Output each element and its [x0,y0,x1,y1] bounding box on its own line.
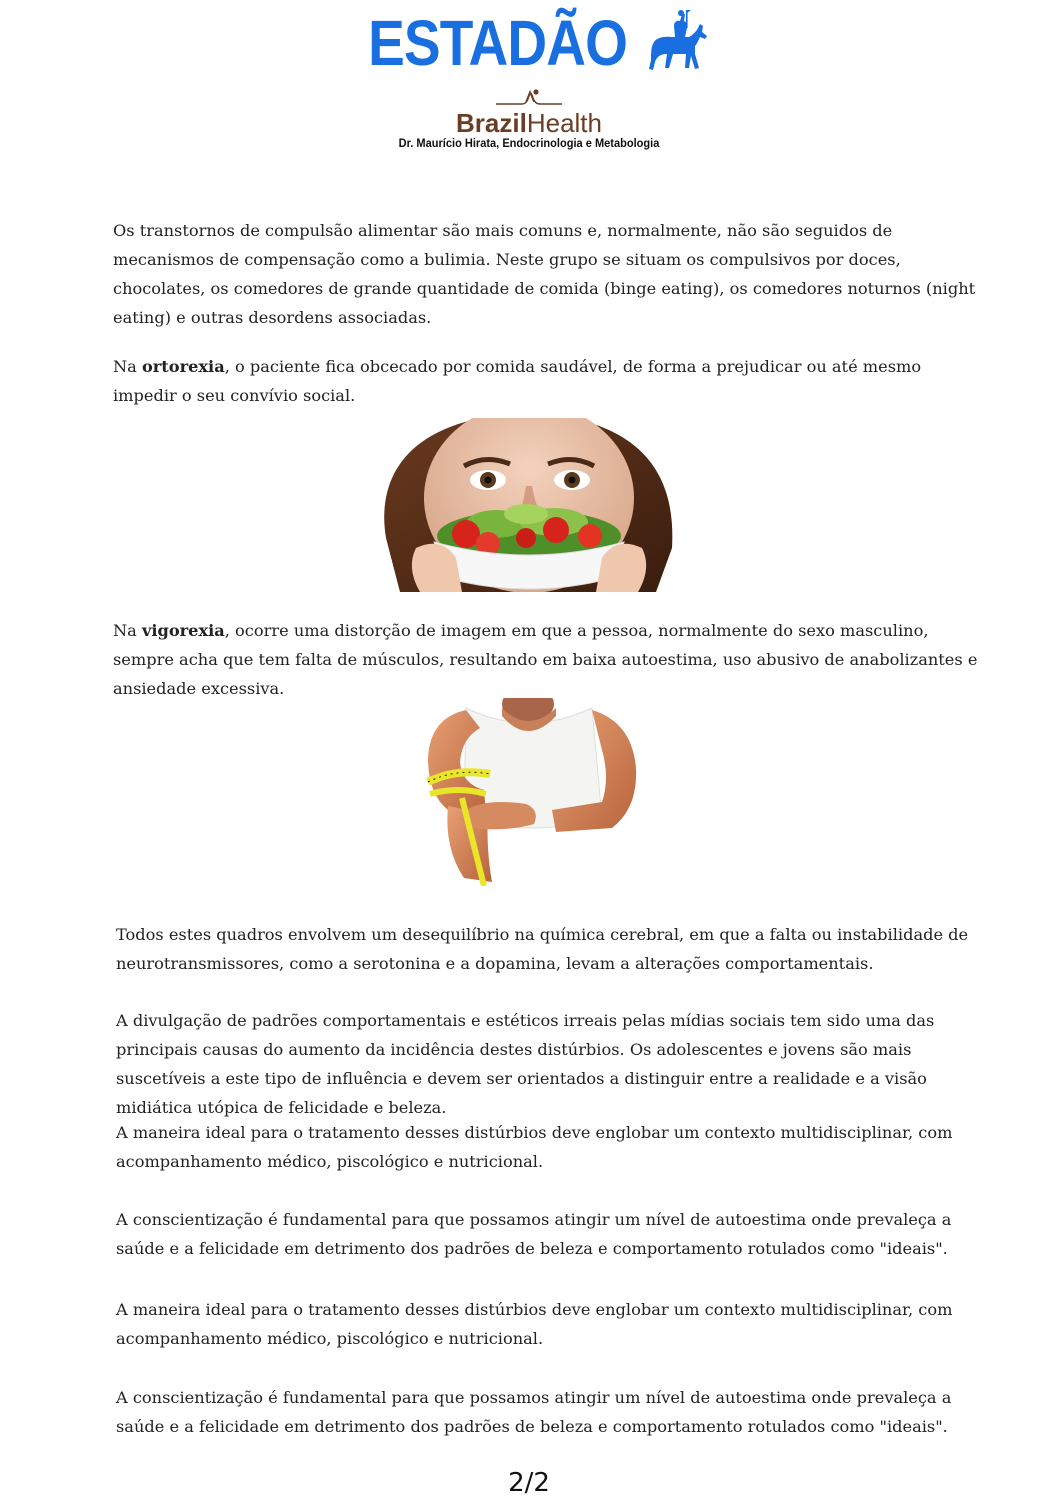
brand-right: Health [526,108,602,138]
brand-left: Brazil [456,108,527,138]
paragraph-vigorexia [113,616,983,703]
doctor-credit: Dr. Maurício Hirata, Endocrinologia e Metabologia [398,136,660,150]
paragraph-treatment-repeat: A maneira ideal para o tratamento desses distúrbios deve englobar um contexto multidisciplinar, com acompanhamento médico, piscológico e nutricional. [116,1300,953,1348]
woman-with-salad-bowl-photo [376,418,682,592]
paragraph-treatment: A maneira ideal para o tratamento desses distúrbios deve englobar um contexto multidisciplinar, com acompanhamento médico, piscológico e nutricional. [116,1123,953,1171]
horse-rider-icon [645,10,711,76]
brazil-health-wordmark [0,110,1058,136]
paragraph-social-media: A divulgação de padrões comportamentais e estéticos irreais pelas mídias sociais tem sido uma das principais causas do aumento da incidência destes distúrbios. Os adolescentes e jovens são mais suscetíveis a este tipo de influência e devem ser orientados a distinguir entre a realidade e a visão midiática utópica de felicidade e beleza. [116,1011,935,1117]
term-vigorexia: vigorexia [141,621,225,640]
brazil-health-logo [0,86,1058,150]
brazil-health-mark-icon [494,86,564,108]
term-ortorexia: ortorexia [141,357,225,376]
p2-rest: , o paciente fica obcecado por comida saudável, de forma a prejudicar ou até mesmo impedir o seu convívio social. [113,357,922,405]
masthead-title: ESTADÃO [368,7,628,79]
paragraph-awareness-repeat: A conscientização é fundamental para que possamos atingir um nível de autoestima onde prevaleça a saúde e a felicidade em detrimento dos padrões de beleza e comportamento rotulados como "ideais". [116,1388,952,1436]
paragraph-awareness: A conscientização é fundamental para que possamos atingir um nível de autoestima onde prevaleça a saúde e a felicidade em detrimento dos padrões de beleza e comportamento rotulados como "ideais". [116,1210,952,1258]
paragraph-brain-chemistry: Todos estes quadros envolvem um desequilíbrio na química cerebral, em que a falta ou instabilidade de neurotransmissores, como a serotonina e a dopamina, levam a alterações comportamentais. [116,925,969,973]
p3-prefix: Na [113,621,142,640]
p3-rest: , ocorre uma distorção de imagem em que a pessoa, normalmente do sexo masculino, sempre acha que tem falta de músculos, resultando em baixa autoestima, uso abusivo de anabolizantes e ansiedade excessiva. [113,621,978,698]
page-number: 2/2 [508,1468,550,1498]
masthead [0,8,1058,78]
paragraph-binge-eating: Os transtornos de compulsão alimentar são mais comuns e, normalmente, não são seguidos de mecanismos de compensação como a bulimia. Neste grupo se situam os compulsivos por doces, chocolates, os comedores de grande quantidade de comida (binge eating), os comedores noturnos (night eating) e outras desordens associadas. [113,221,976,327]
man-measuring-bicep-photo [406,698,658,886]
p2-prefix: Na [113,357,142,376]
paragraph-ortorexia [113,352,983,410]
